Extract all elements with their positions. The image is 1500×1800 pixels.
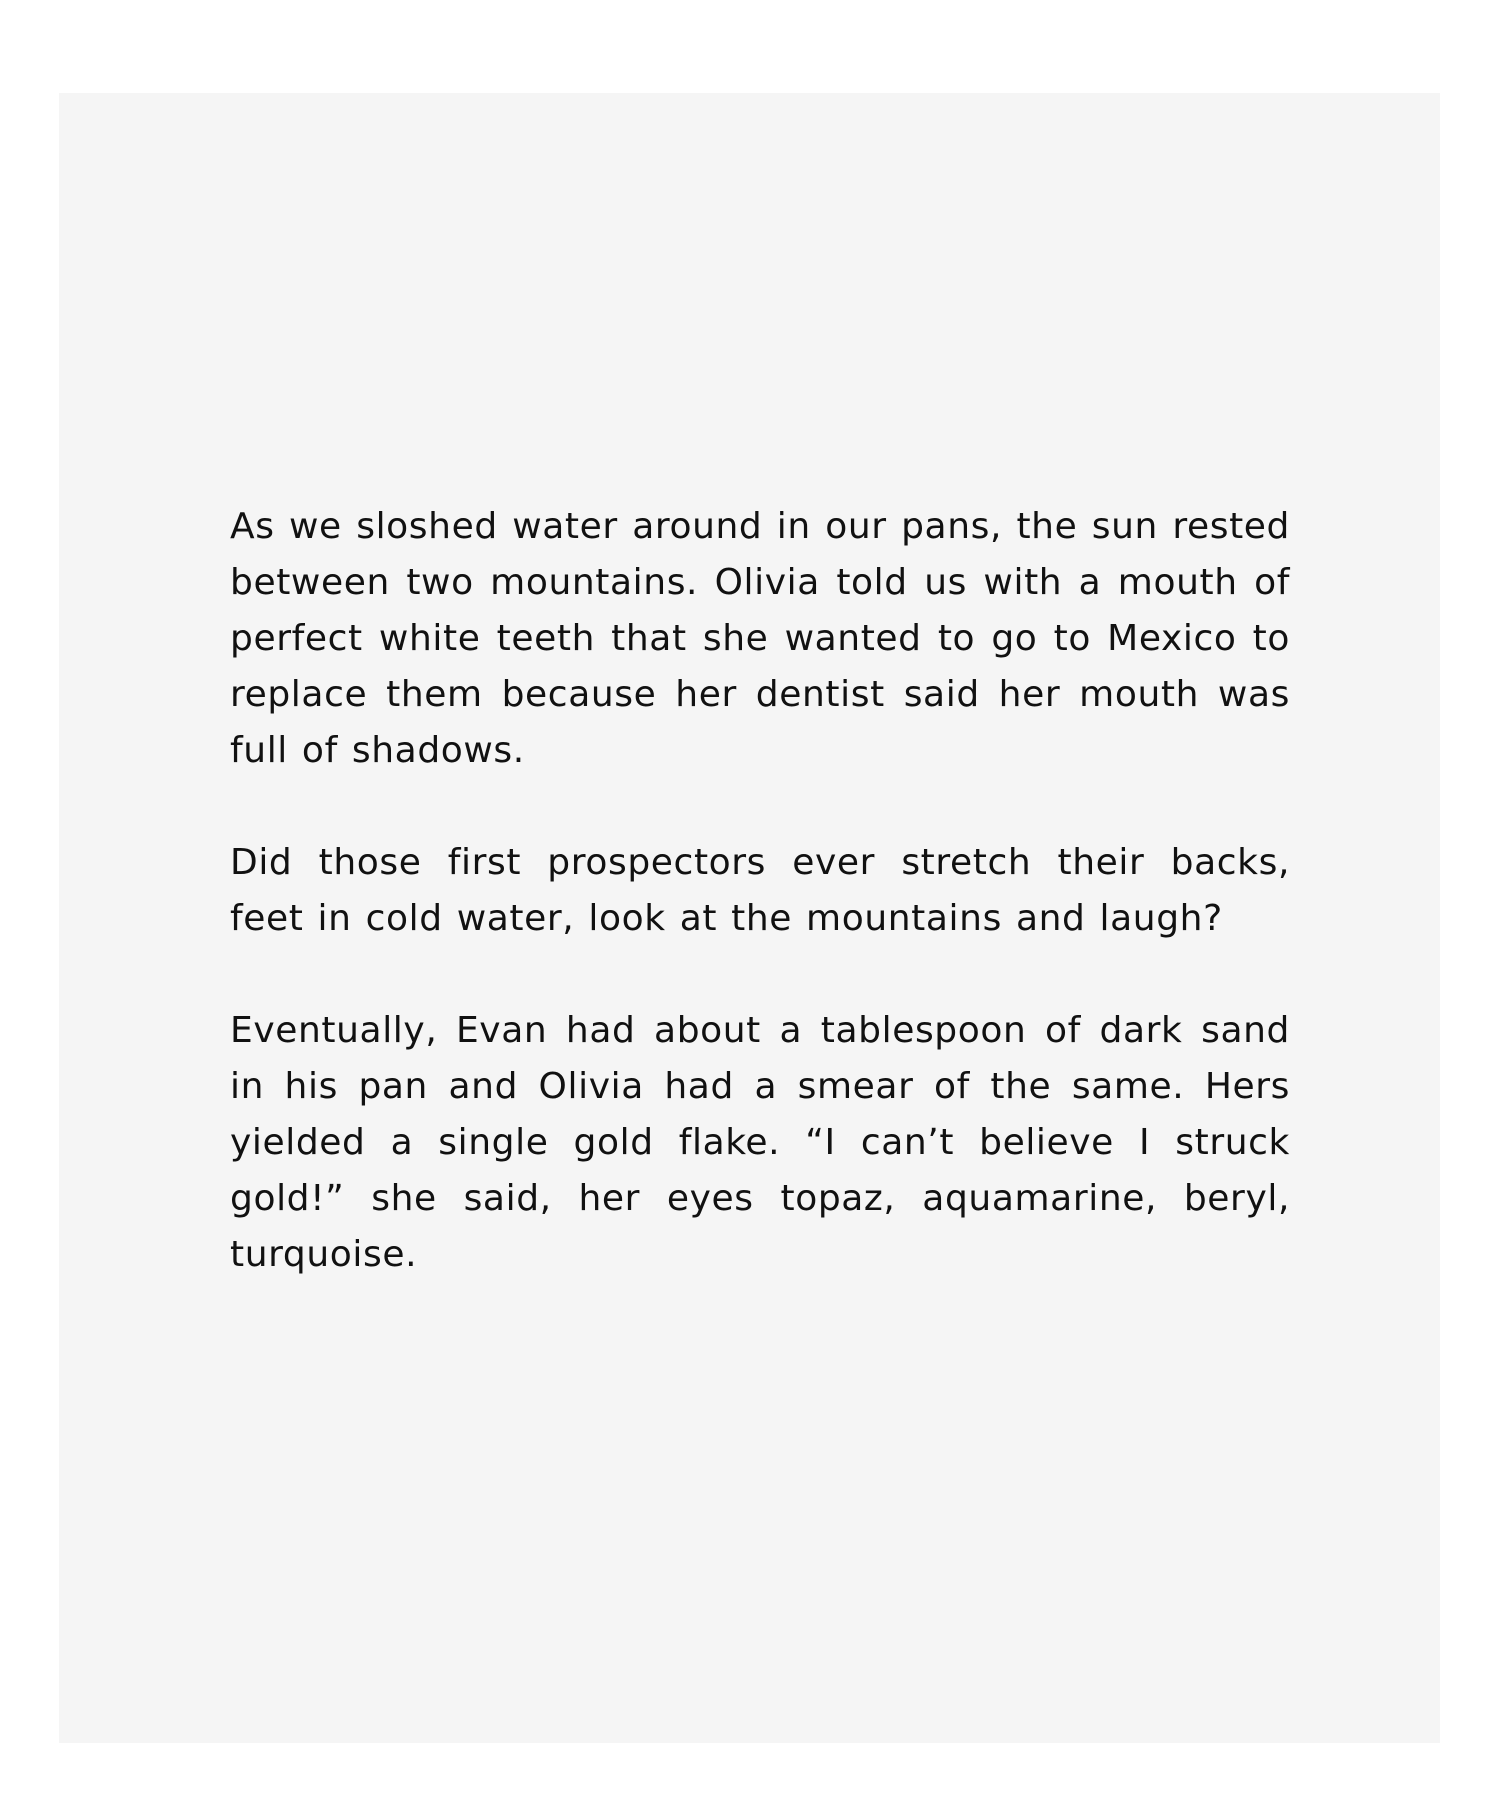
story-paragraph-2: Did those first prospectors ever stretch their backs, feet in cold water, look at the mountains and laugh?	[230, 842, 1290, 939]
story-paragraph-1: As we sloshed water around in our pans, the sun rested between two mountains. Olivia told us with a mouth of perfect white teeth that she wanted to go to Mexico to replace them because her dentist said her mouth was full of shadows.	[230, 506, 1290, 771]
story-text	[230, 499, 1290, 1283]
story-paragraph-3: Eventually, Evan had about a tablespoon of dark sand in his pan and Olivia had a smear of the same. Hers yielded a single gold flake. “I can’t believe I struck gold!” she said, her eyes topaz, aquamarine, beryl, turquoise.	[230, 1010, 1290, 1275]
